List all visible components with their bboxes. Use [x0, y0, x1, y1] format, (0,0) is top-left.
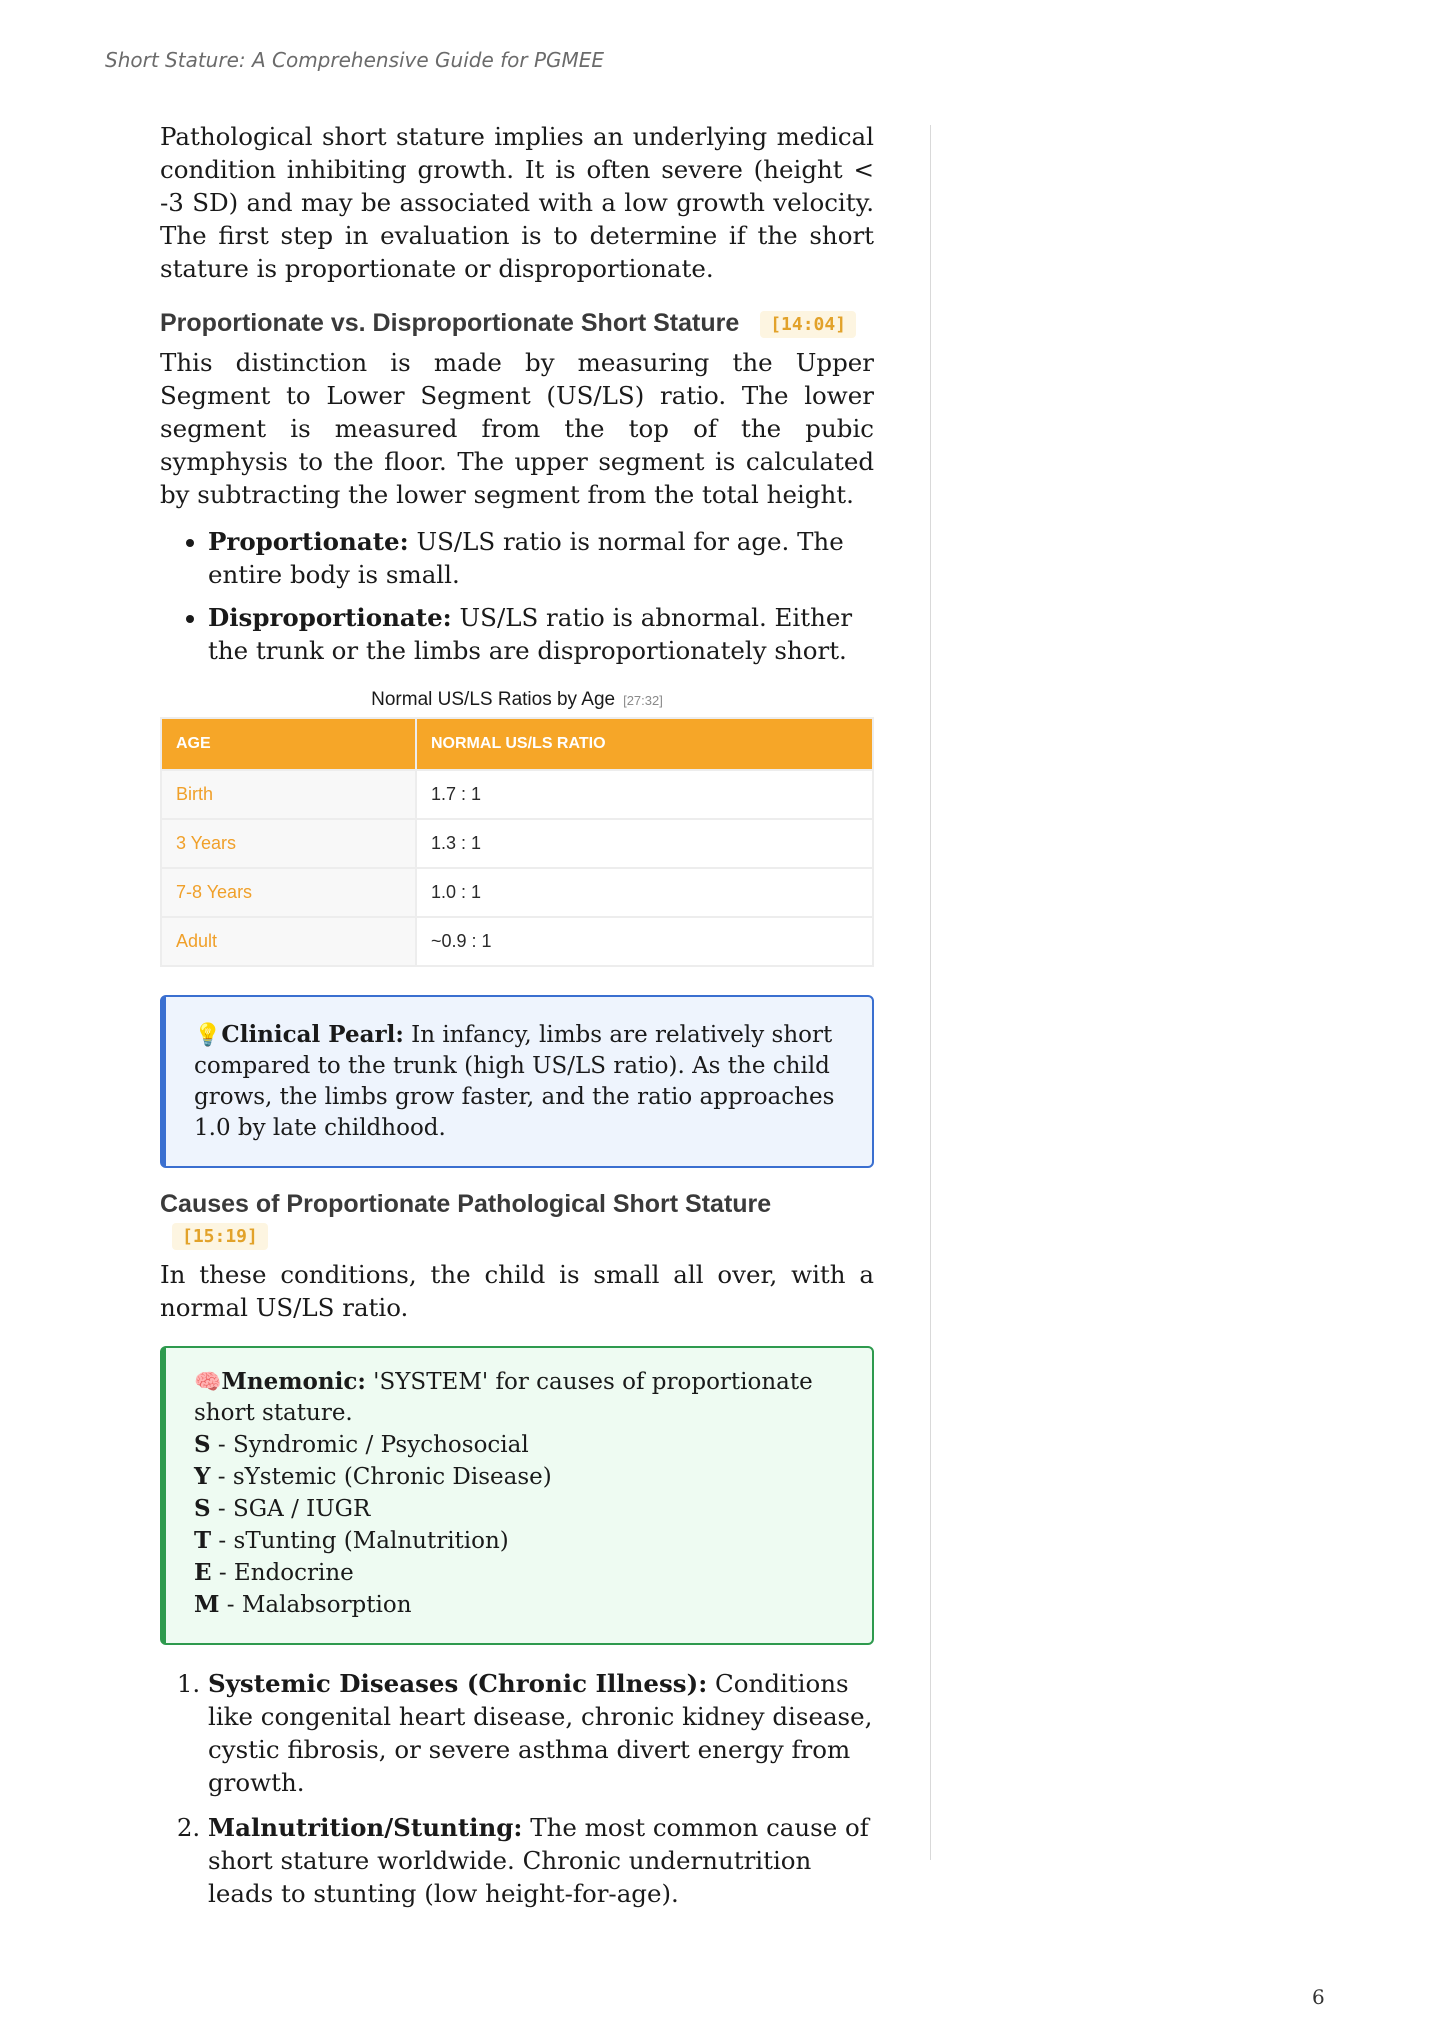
callout-text: 'SYSTEM' for causes of proportionate short stature. [194, 1369, 813, 1426]
page-number: 6 [1312, 1985, 1325, 2009]
list-item [208, 525, 874, 591]
cause-term: Systemic Diseases (Chronic Illness): [208, 1669, 708, 1698]
ratio-cell: 1.7 : 1 [416, 770, 873, 819]
section-heading-text: Proportionate vs. Disproportionate Short Stature [160, 309, 740, 337]
mnemonic-letter: S [194, 1431, 211, 1458]
table-caption-text: Normal US/LS Ratios by Age [371, 689, 616, 710]
table-row [161, 770, 873, 819]
brain-icon: 🧠 [194, 1370, 222, 1395]
mnemonic-line [194, 1525, 844, 1557]
age-cell: Birth [161, 770, 416, 819]
table-timestamp[interactable]: [27:32] [623, 693, 663, 708]
table-row [161, 917, 873, 966]
main-content [160, 120, 874, 1922]
mnemonic-meaning: - SGA / IUGR [210, 1496, 371, 1522]
intro-paragraph: Pathological short stature implies an underlying medical condition inhibiting growth. It is often severe (height < -3 SD) and may be associated with a low growth velocity. The first step in evaluation is to determine if the short stature is proportionate or disproportionate. [160, 122, 874, 283]
table-row [161, 819, 873, 868]
mnemonic-callout [160, 1346, 874, 1645]
us-ls-ratio-table [160, 717, 874, 967]
cause-text: Conditions like congenital heart disease, chronic kidney disease, cystic fibrosis, or severe asthma divert energy from growth. [208, 1669, 873, 1797]
mnemonic-letter: E [194, 1559, 212, 1586]
bullet-text: US/LS ratio is abnormal. Either the trunk or the limbs are disproportionately short. [208, 603, 853, 665]
section-heading-text: Causes of Proportionate Pathological Short Stature [160, 1190, 772, 1218]
column-header-ratio: NORMAL US/LS RATIO [416, 718, 873, 770]
proportion-bullet-list [160, 525, 874, 667]
list-item [208, 1811, 874, 1910]
proportionate-paragraph: This distinction is made by measuring the Upper Segment to Lower Segment (US/LS) ratio. The lower segment is measured from the top of the pubic symphysis to the floor. The upper segment is calculated by subtracting the lower segment from the total height. [160, 348, 874, 509]
ratio-cell: 1.3 : 1 [416, 819, 873, 868]
age-cell: 7-8 Years [161, 868, 416, 917]
table-header-row [161, 718, 873, 770]
mnemonic-meaning: - Syndromic / Psychosocial [210, 1432, 529, 1458]
cause-term: Malnutrition/Stunting: [208, 1813, 523, 1842]
causes-paragraph: In these conditions, the child is small all over, with a normal US/LS ratio. [160, 1260, 874, 1322]
ratio-cell: ~0.9 : 1 [416, 917, 873, 966]
mnemonic-line [194, 1589, 844, 1621]
cause-text: The most common cause of short stature worldwide. Chronic undernutrition leads to stunting (low height-for-age). [208, 1813, 869, 1908]
mnemonic-intro [194, 1366, 844, 1429]
list-item [208, 1667, 874, 1799]
clinical-pearl-callout [160, 995, 874, 1168]
mnemonic-line [194, 1429, 844, 1461]
mnemonic-letter: T [194, 1527, 212, 1554]
timestamp-badge[interactable]: [14:04] [760, 311, 856, 338]
mnemonic-meaning: - sYstemic (Chronic Disease) [210, 1464, 552, 1490]
running-header: Short Stature: A Comprehensive Guide for PGMEE [105, 48, 605, 72]
mnemonic-letter: M [194, 1591, 220, 1618]
mnemonic-line [194, 1557, 844, 1589]
bullet-term: Proportionate: [208, 527, 409, 556]
table-caption [160, 689, 874, 711]
callout-text: In infancy, limbs are relatively short compared to the trunk (high US/LS ratio). As the child grows, the limbs grow faster, and the ratio approaches 1.0 by late childhood. [194, 1022, 835, 1141]
lightbulb-icon: 💡 [194, 1023, 222, 1048]
ratio-cell: 1.0 : 1 [416, 868, 873, 917]
column-header-age: AGE [161, 718, 416, 770]
mnemonic-meaning: - Malabsorption [219, 1592, 412, 1618]
age-cell: Adult [161, 917, 416, 966]
list-item [208, 601, 874, 667]
section-heading-causes [160, 1190, 874, 1250]
bullet-text: US/LS ratio is normal for age. The entire body is small. [208, 527, 844, 589]
mnemonic-line [194, 1493, 844, 1525]
table-row [161, 868, 873, 917]
mnemonic-meaning: - sTunting (Malnutrition) [211, 1528, 509, 1554]
callout-label: Clinical Pearl: [221, 1021, 404, 1048]
mnemonic-meaning: - Endocrine [211, 1560, 354, 1586]
mnemonic-line [194, 1461, 844, 1493]
section-heading-proportionate [160, 309, 874, 338]
mnemonic-letter: S [194, 1495, 211, 1522]
column-divider [930, 125, 931, 1860]
causes-numbered-list [160, 1667, 874, 1910]
age-cell: 3 Years [161, 819, 416, 868]
timestamp-badge[interactable]: [15:19] [172, 1223, 268, 1250]
callout-label: Mnemonic: [221, 1368, 366, 1395]
mnemonic-letter: Y [194, 1463, 211, 1490]
bullet-term: Disproportionate: [208, 603, 452, 632]
